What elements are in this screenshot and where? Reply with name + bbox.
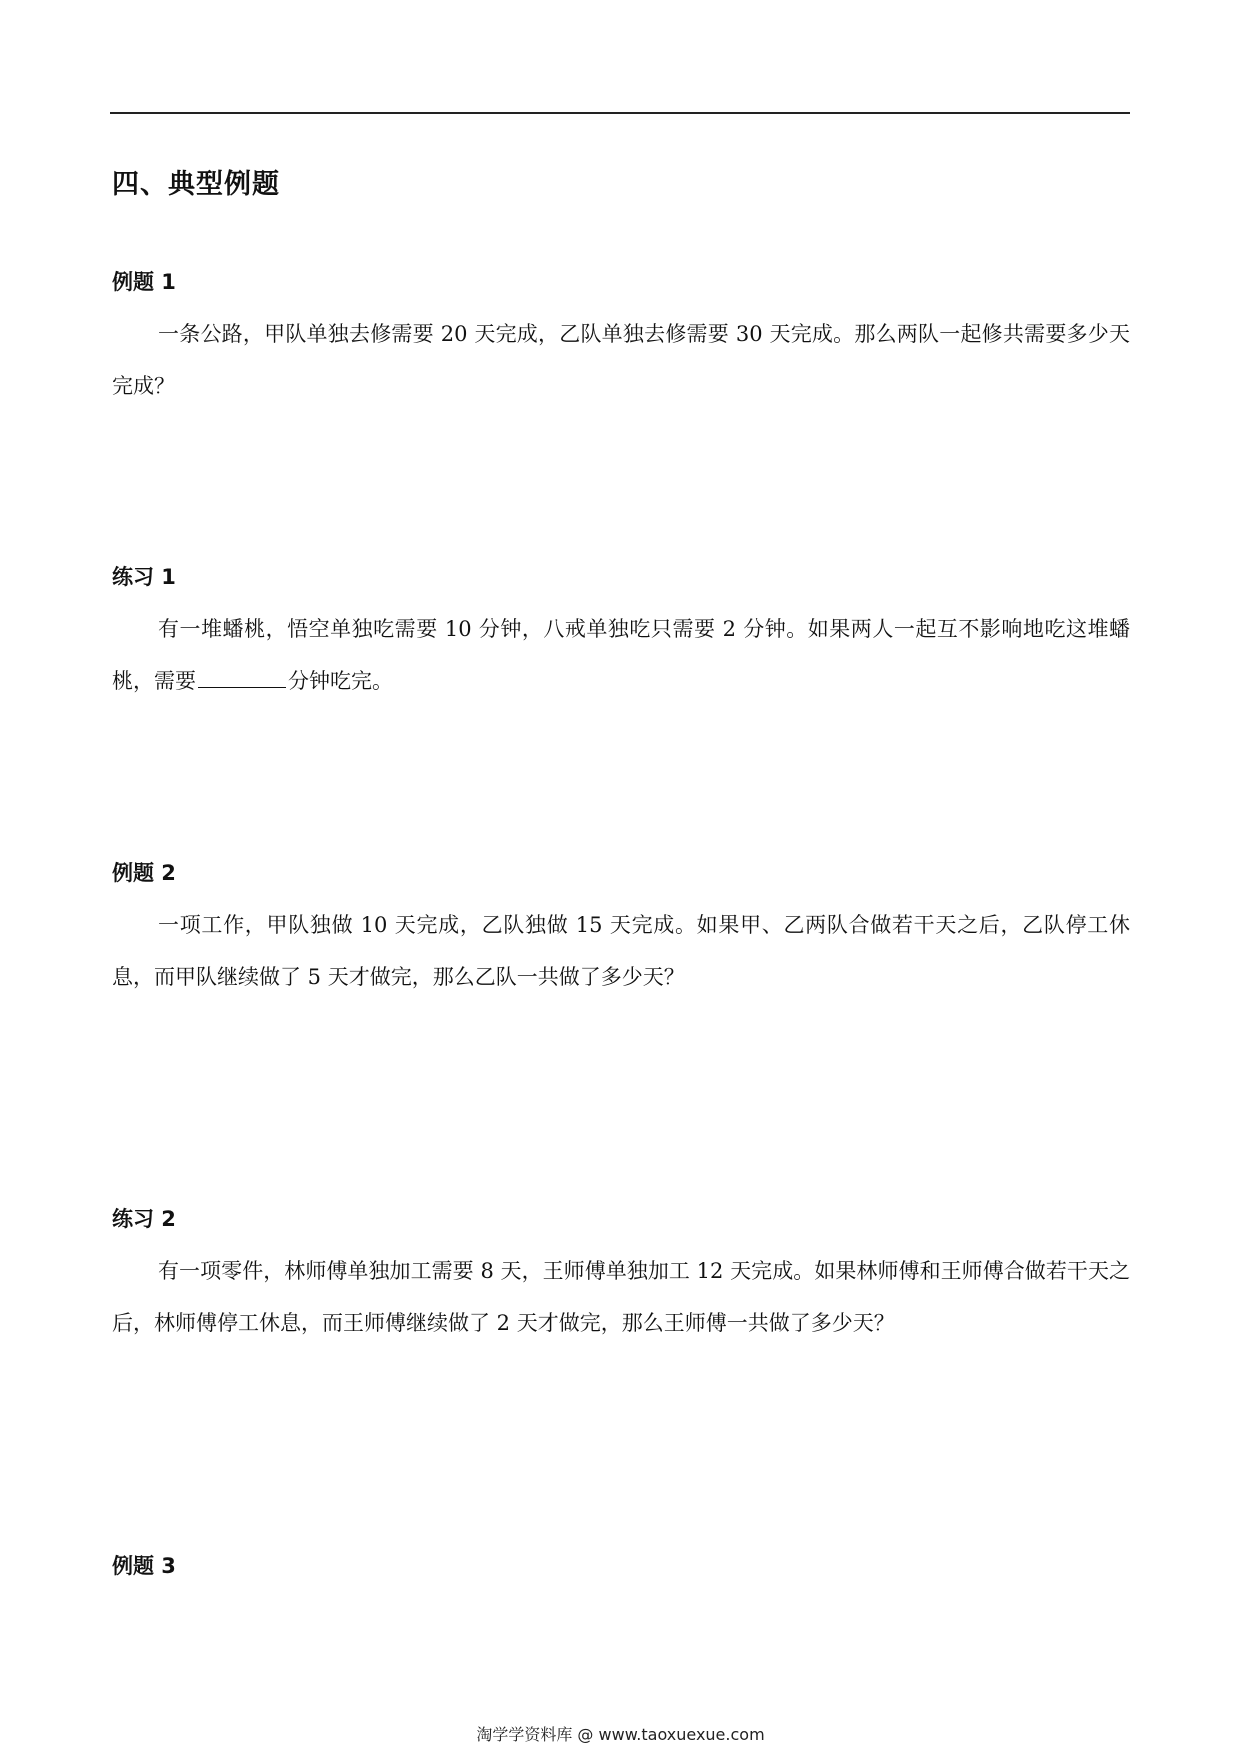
practice-1-label: 练习 1 xyxy=(112,565,176,589)
example-3 xyxy=(112,1552,1130,1592)
example-2 xyxy=(112,859,1130,1003)
example-1-label: 例题 1 xyxy=(112,270,176,294)
practice-2 xyxy=(112,1205,1130,1349)
answer-blank[interactable] xyxy=(198,665,286,688)
example-2-label: 例题 2 xyxy=(112,861,176,885)
example-1 xyxy=(112,268,1130,412)
practice-1-text xyxy=(112,603,1130,707)
example-3-label: 例题 3 xyxy=(112,1554,176,1578)
example-2-text: 一项工作，甲队独做 10 天完成，乙队独做 15 天完成。如果甲、乙两队合做若干天之后，乙队停工休息，而甲队继续做了 5 天才做完，那么乙队一共做了多少天？ xyxy=(112,913,1130,989)
practice-2-label: 练习 2 xyxy=(112,1207,176,1231)
practice-1-text-before: 有一堆蟠桃，悟空单独吃需要 10 分钟，八戒单独吃只需要 2 分钟。如果两人一起互不影响地吃这堆蟠桃，需要 xyxy=(112,617,1130,693)
section-title: 四、典型例题 xyxy=(112,169,280,200)
practice-1 xyxy=(112,563,1130,707)
practice-1-text-after: 分钟吃完。 xyxy=(288,669,393,693)
page-footer: 淘学学资料库 @ www.taoxuexue.com xyxy=(476,1725,765,1744)
example-1-text: 一条公路，甲队单独去修需要 20 天完成，乙队单独去修需要 30 天完成。那么两队一起修共需要多少天完成？ xyxy=(112,322,1131,398)
practice-2-text: 有一项零件，林师傅单独加工需要 8 天，王师傅单独加工 12 天完成。如果林师傅和王师傅合做若干天之后，林师傅停工休息，而王师傅继续做了 2 天才做完，那么王师傅一共做了多少天？ xyxy=(112,1259,1130,1335)
header-rule xyxy=(110,112,1130,114)
